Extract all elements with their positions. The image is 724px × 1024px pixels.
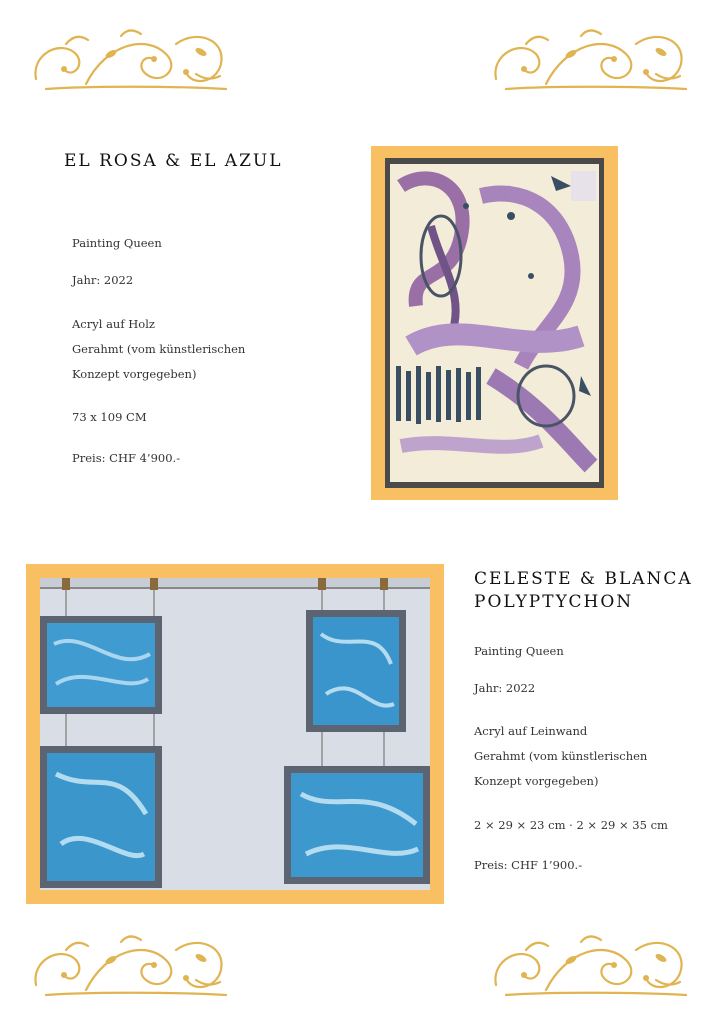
medium-line: Gerahmt (vom künstlerischen [72, 342, 246, 356]
artwork-image-frame [26, 564, 444, 904]
artwork-image-frame [371, 146, 618, 500]
baroque-ornament-icon [26, 930, 236, 1002]
artwork-size: 73 x 109 CM [72, 410, 147, 424]
title-line: POLYPTYCHON [474, 591, 634, 612]
artwork-medium [72, 312, 245, 387]
medium-line: Gerahmt (vom künstlerischen [474, 749, 648, 763]
artwork-medium [474, 719, 647, 794]
artwork-title [474, 568, 693, 614]
artwork-size-block [72, 410, 147, 424]
artwork-year: Jahr: 2022 [72, 273, 134, 287]
artwork-size: 2 × 29 × 23 cm · 2 × 29 × 35 cm [474, 818, 668, 832]
artist-name: Painting Queen [474, 644, 564, 658]
artwork-year-block [72, 273, 133, 287]
medium-line: Acryl auf Leinwand [474, 724, 588, 738]
artwork-details [474, 644, 564, 658]
medium-line: Konzept vorgegeben) [474, 774, 599, 788]
artwork-price-block [72, 451, 180, 465]
artwork-price: Preis: CHF 1’900.- [474, 858, 583, 872]
artwork-price-block [474, 858, 582, 872]
artwork-price: Preis: CHF 4’900.- [72, 451, 181, 465]
medium-line: Konzept vorgegeben) [72, 367, 197, 381]
artist-name: Painting Queen [72, 236, 162, 250]
baroque-ornament-icon [486, 24, 696, 96]
photo-celeste-blanca-polyptychon [26, 564, 444, 904]
painting-el-rosa-el-azul [371, 146, 618, 500]
baroque-ornament-icon [26, 24, 236, 96]
medium-line: Acryl auf Holz [72, 317, 155, 331]
artwork-details [72, 236, 162, 250]
artwork-size-block [474, 818, 668, 832]
artwork-year: Jahr: 2022 [474, 681, 536, 695]
artwork-year-block [474, 681, 535, 695]
artwork-title: EL ROSA & EL AZUL [64, 151, 283, 171]
title-line: CELESTE & BLANCA [474, 569, 693, 589]
baroque-ornament-icon [486, 930, 696, 1002]
